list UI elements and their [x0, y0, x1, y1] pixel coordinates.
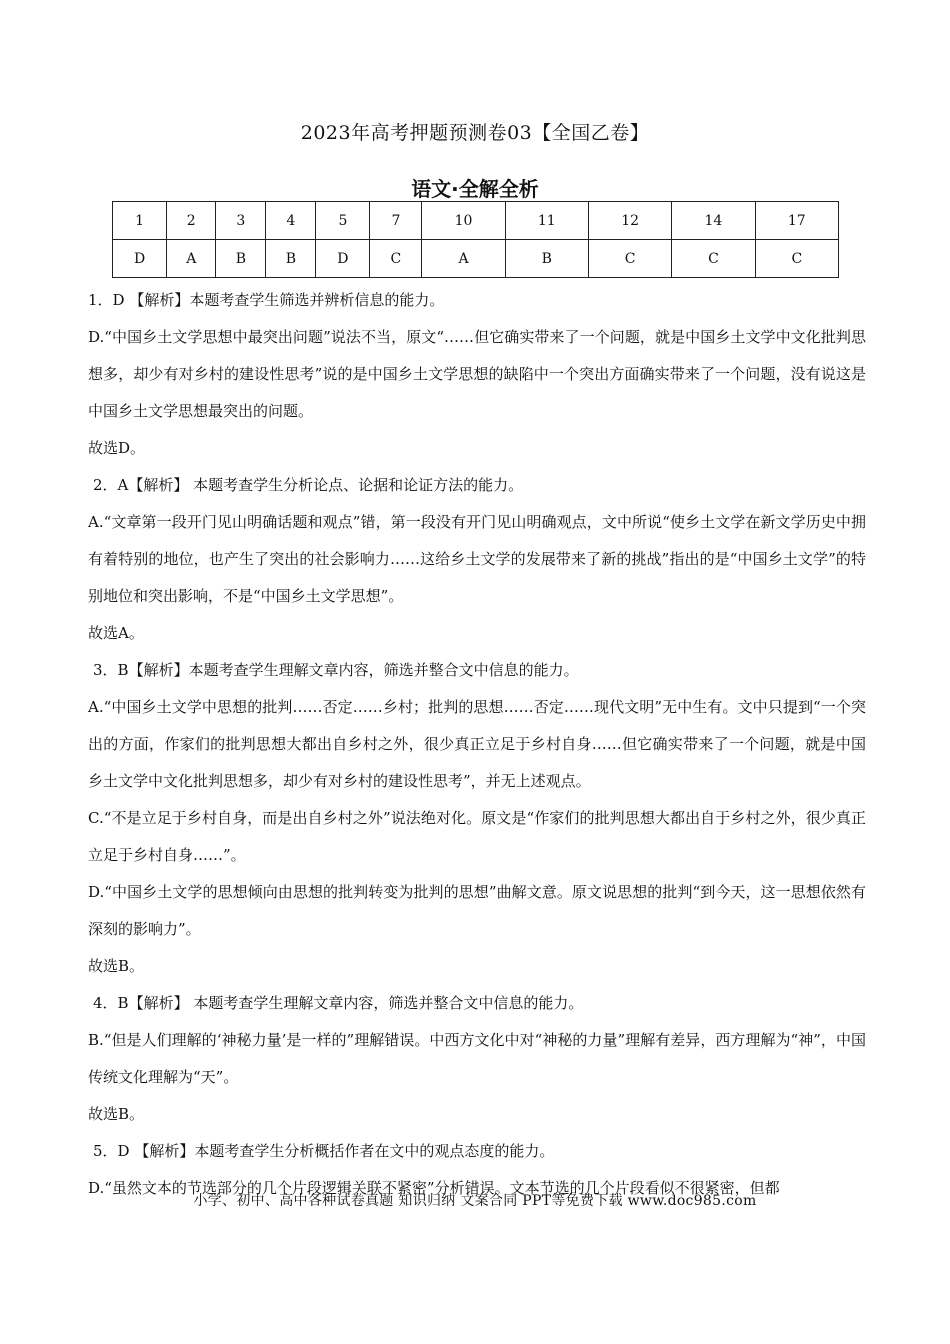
- answer-cell: D: [316, 240, 370, 278]
- explanation-paragraph: 4．B【解析】 本题考查学生理解文章内容，筛选并整合文中信息的能力。: [93, 994, 584, 1012]
- explanation-body: [88, 282, 866, 1207]
- question-number-cell: 3: [216, 202, 266, 240]
- explanation-paragraph: A.“文章第一段开门见山明确话题和观点”错，第一段没有开门见山明确观点，文中所说“使乡土文学在新文学历史中拥有着特别的地位，也产生了突出的社会影响力……这给乡土文学的发展带来了新的挑战”指出的是“中国乡土文学”的特别地位和突出影响，不是“中国乡土文学思想”。: [88, 513, 866, 605]
- question-number-cell: 12: [588, 202, 671, 240]
- page-footer: 小学、初中、高中各种试卷真题 知识归纳 文案合同 PPT等免费下载 www.doc985.com: [193, 1193, 757, 1209]
- answer-cell: A: [422, 240, 505, 278]
- page-title: 2023年高考押题预测卷03【全国乙卷】: [300, 122, 650, 144]
- explanation-paragraph: C.“不是立足于乡村自身，而是出自乡村之外”说法绝对化。原文是“作家们的批判思想大都出自于乡村之外，很少真正立足于乡村自身……”。: [88, 809, 866, 864]
- question-number-cell: 17: [755, 202, 838, 240]
- answer-cell: C: [370, 240, 422, 278]
- question-number-cell: 1: [113, 202, 167, 240]
- explanation-paragraph: 1．D 【解析】本题考查学生筛选并辨析信息的能力。: [88, 291, 445, 309]
- answer-cell: C: [588, 240, 671, 278]
- question-number-cell: 11: [505, 202, 588, 240]
- question-number-cell: 2: [167, 202, 216, 240]
- question-number-cell: 10: [422, 202, 505, 240]
- explanation-paragraph: D.“中国乡土文学的思想倾向由思想的批判转变为批判的思想”曲解文意。原文说思想的批判“到今天，这一思想依然有深刻的影响力”。: [88, 883, 866, 938]
- explanation-paragraph: D.“虽然文本的节选部分的几个片段逻辑关联不紧密”分析错误。文本节选的几个片段看似不很紧密，但都: [88, 1179, 780, 1197]
- explanation-paragraph: 3．B【解析】本题考查学生理解文章内容，筛选并整合文中信息的能力。: [93, 661, 579, 679]
- answer-cell: A: [167, 240, 216, 278]
- answer-table-answer-row: [113, 240, 839, 278]
- explanation-paragraph: 5．D 【解析】本题考查学生分析概括作者在文中的观点态度的能力。: [93, 1142, 555, 1160]
- answer-cell: C: [755, 240, 838, 278]
- question-number-cell: 14: [672, 202, 755, 240]
- explanation-paragraph: B.“但是人们理解的‘神秘力量’是一样的”理解错误。中西方文化中对“神秘的力量”理解有差异，西方理解为“神”，中国传统文化理解为“天”。: [88, 1031, 866, 1086]
- explanation-paragraph: A.“中国乡土文学中思想的批判……否定……乡村；批判的思想……否定……现代文明”无中生有。文中只提到“一个突出的方面，作家们的批判思想大都出自乡村之外，很少真正立足于乡村自身……但它确实带来了一个问题，就是中国乡土文学中文化批判思想多，却少有对乡村的建设性思考”，并无上述观点。: [88, 698, 866, 790]
- answer-cell: B: [266, 240, 316, 278]
- answer-table-number-row: [113, 202, 839, 240]
- question-number-cell: 5: [316, 202, 370, 240]
- explanation-paragraph: D.“中国乡土文学思想中最突出问题”说法不当，原文“……但它确实带来了一个问题，就是中国乡土文学中文化批判思想多，却少有对乡村的建设性思考”说的是中国乡土文学思想的缺陷中一个突出方面确实带来了一个问题，没有说这是中国乡土文学思想最突出的问题。: [88, 328, 866, 420]
- answer-cell: B: [216, 240, 266, 278]
- question-number-cell: 4: [266, 202, 316, 240]
- explanation-paragraph: 故选B。: [88, 957, 145, 975]
- answer-cell: B: [505, 240, 588, 278]
- answer-table: [112, 201, 839, 278]
- page-subtitle: 语文·全解全析: [411, 177, 539, 201]
- explanation-paragraph: 故选A。: [88, 624, 144, 642]
- answer-cell: C: [672, 240, 755, 278]
- explanation-paragraph: 故选B。: [88, 1105, 145, 1123]
- explanation-paragraph: 2．A【解析】 本题考查学生分析论点、论据和论证方法的能力。: [93, 476, 524, 494]
- explanation-paragraph: 故选D。: [88, 439, 146, 457]
- answer-cell: D: [113, 240, 167, 278]
- question-number-cell: 7: [370, 202, 422, 240]
